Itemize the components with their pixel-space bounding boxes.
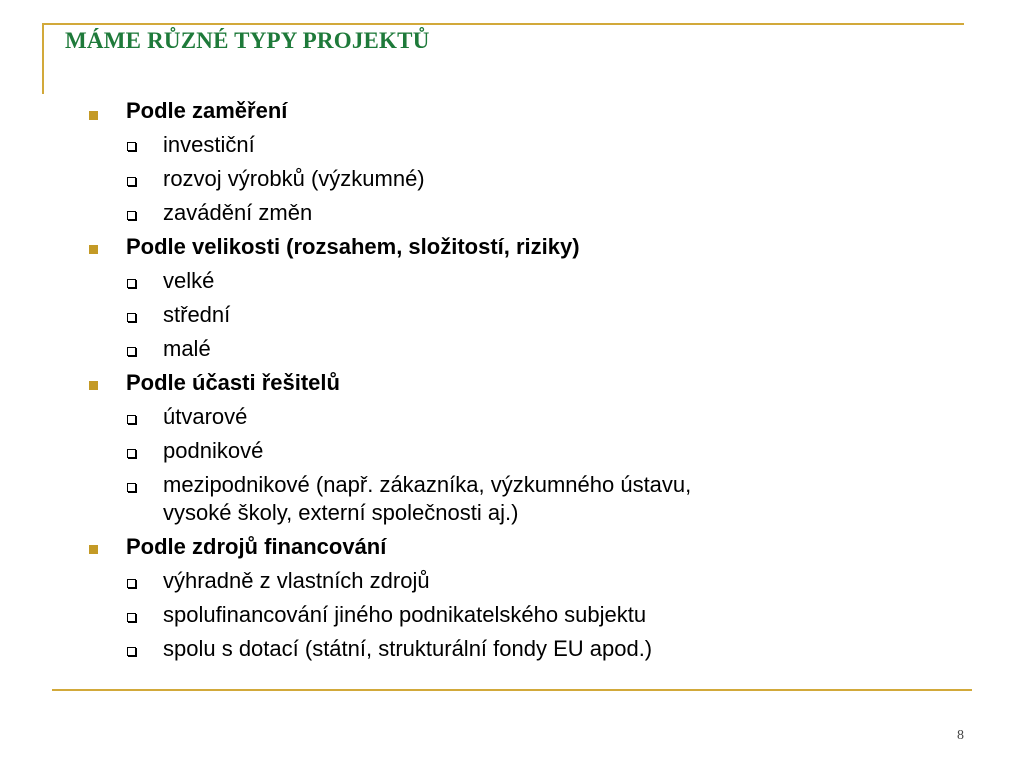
list-item: podnikové bbox=[163, 438, 264, 463]
sub-bullet-icon bbox=[127, 613, 136, 622]
sub-bullet-icon bbox=[127, 579, 136, 588]
list-item: střední bbox=[163, 302, 231, 327]
sub-bullet-icon bbox=[127, 415, 136, 424]
list-item: zavádění změn bbox=[163, 200, 313, 225]
list-item: spolufinancování jiného podnikatelského subjektu bbox=[163, 602, 647, 627]
sub-bullet-icon bbox=[127, 279, 136, 288]
list-item: investiční bbox=[163, 132, 255, 157]
sub-bullet-icon bbox=[127, 313, 136, 322]
list-item: velké bbox=[163, 268, 215, 293]
list-item: mezipodnikové (např. zákazníka, výzkumného ústavu, bbox=[163, 472, 692, 497]
sub-bullet-icon bbox=[127, 647, 136, 656]
sub-bullet-icon bbox=[127, 483, 136, 492]
sub-bullet-icon bbox=[127, 211, 136, 220]
sub-bullet-icon bbox=[127, 449, 136, 458]
bullet-square-icon bbox=[89, 111, 98, 120]
sub-bullet-icon bbox=[127, 347, 136, 356]
list-item: spolu s dotací (státní, strukturální fondy EU apod.) bbox=[163, 636, 653, 661]
section-heading: Podle velikosti (rozsahem, složitostí, riziky) bbox=[126, 234, 580, 259]
bullet-square-icon bbox=[89, 545, 98, 554]
section-heading: Podle zaměření bbox=[126, 98, 288, 123]
sub-bullet-icon bbox=[127, 177, 136, 186]
list-item: rozvoj výrobků (výzkumné) bbox=[163, 166, 425, 191]
title-frame-left-rule bbox=[42, 23, 44, 94]
list-item: malé bbox=[163, 336, 211, 361]
section-heading: Podle účasti řešitelů bbox=[126, 370, 340, 395]
bullet-square-icon bbox=[89, 245, 98, 254]
footer-rule bbox=[52, 689, 972, 691]
section-heading: Podle zdrojů financování bbox=[126, 534, 387, 559]
list-item: útvarové bbox=[163, 404, 248, 429]
title-frame-top-rule bbox=[42, 23, 964, 25]
page-number: 8 bbox=[957, 728, 964, 743]
list-item-continuation: vysoké školy, externí společnosti aj.) bbox=[163, 500, 519, 525]
sub-bullet-icon bbox=[127, 142, 136, 151]
slide-title: MÁME RŮZNÉ TYPY PROJEKTŮ bbox=[65, 28, 430, 53]
list-item: výhradně z vlastních zdrojů bbox=[163, 568, 430, 593]
bullet-square-icon bbox=[89, 381, 98, 390]
